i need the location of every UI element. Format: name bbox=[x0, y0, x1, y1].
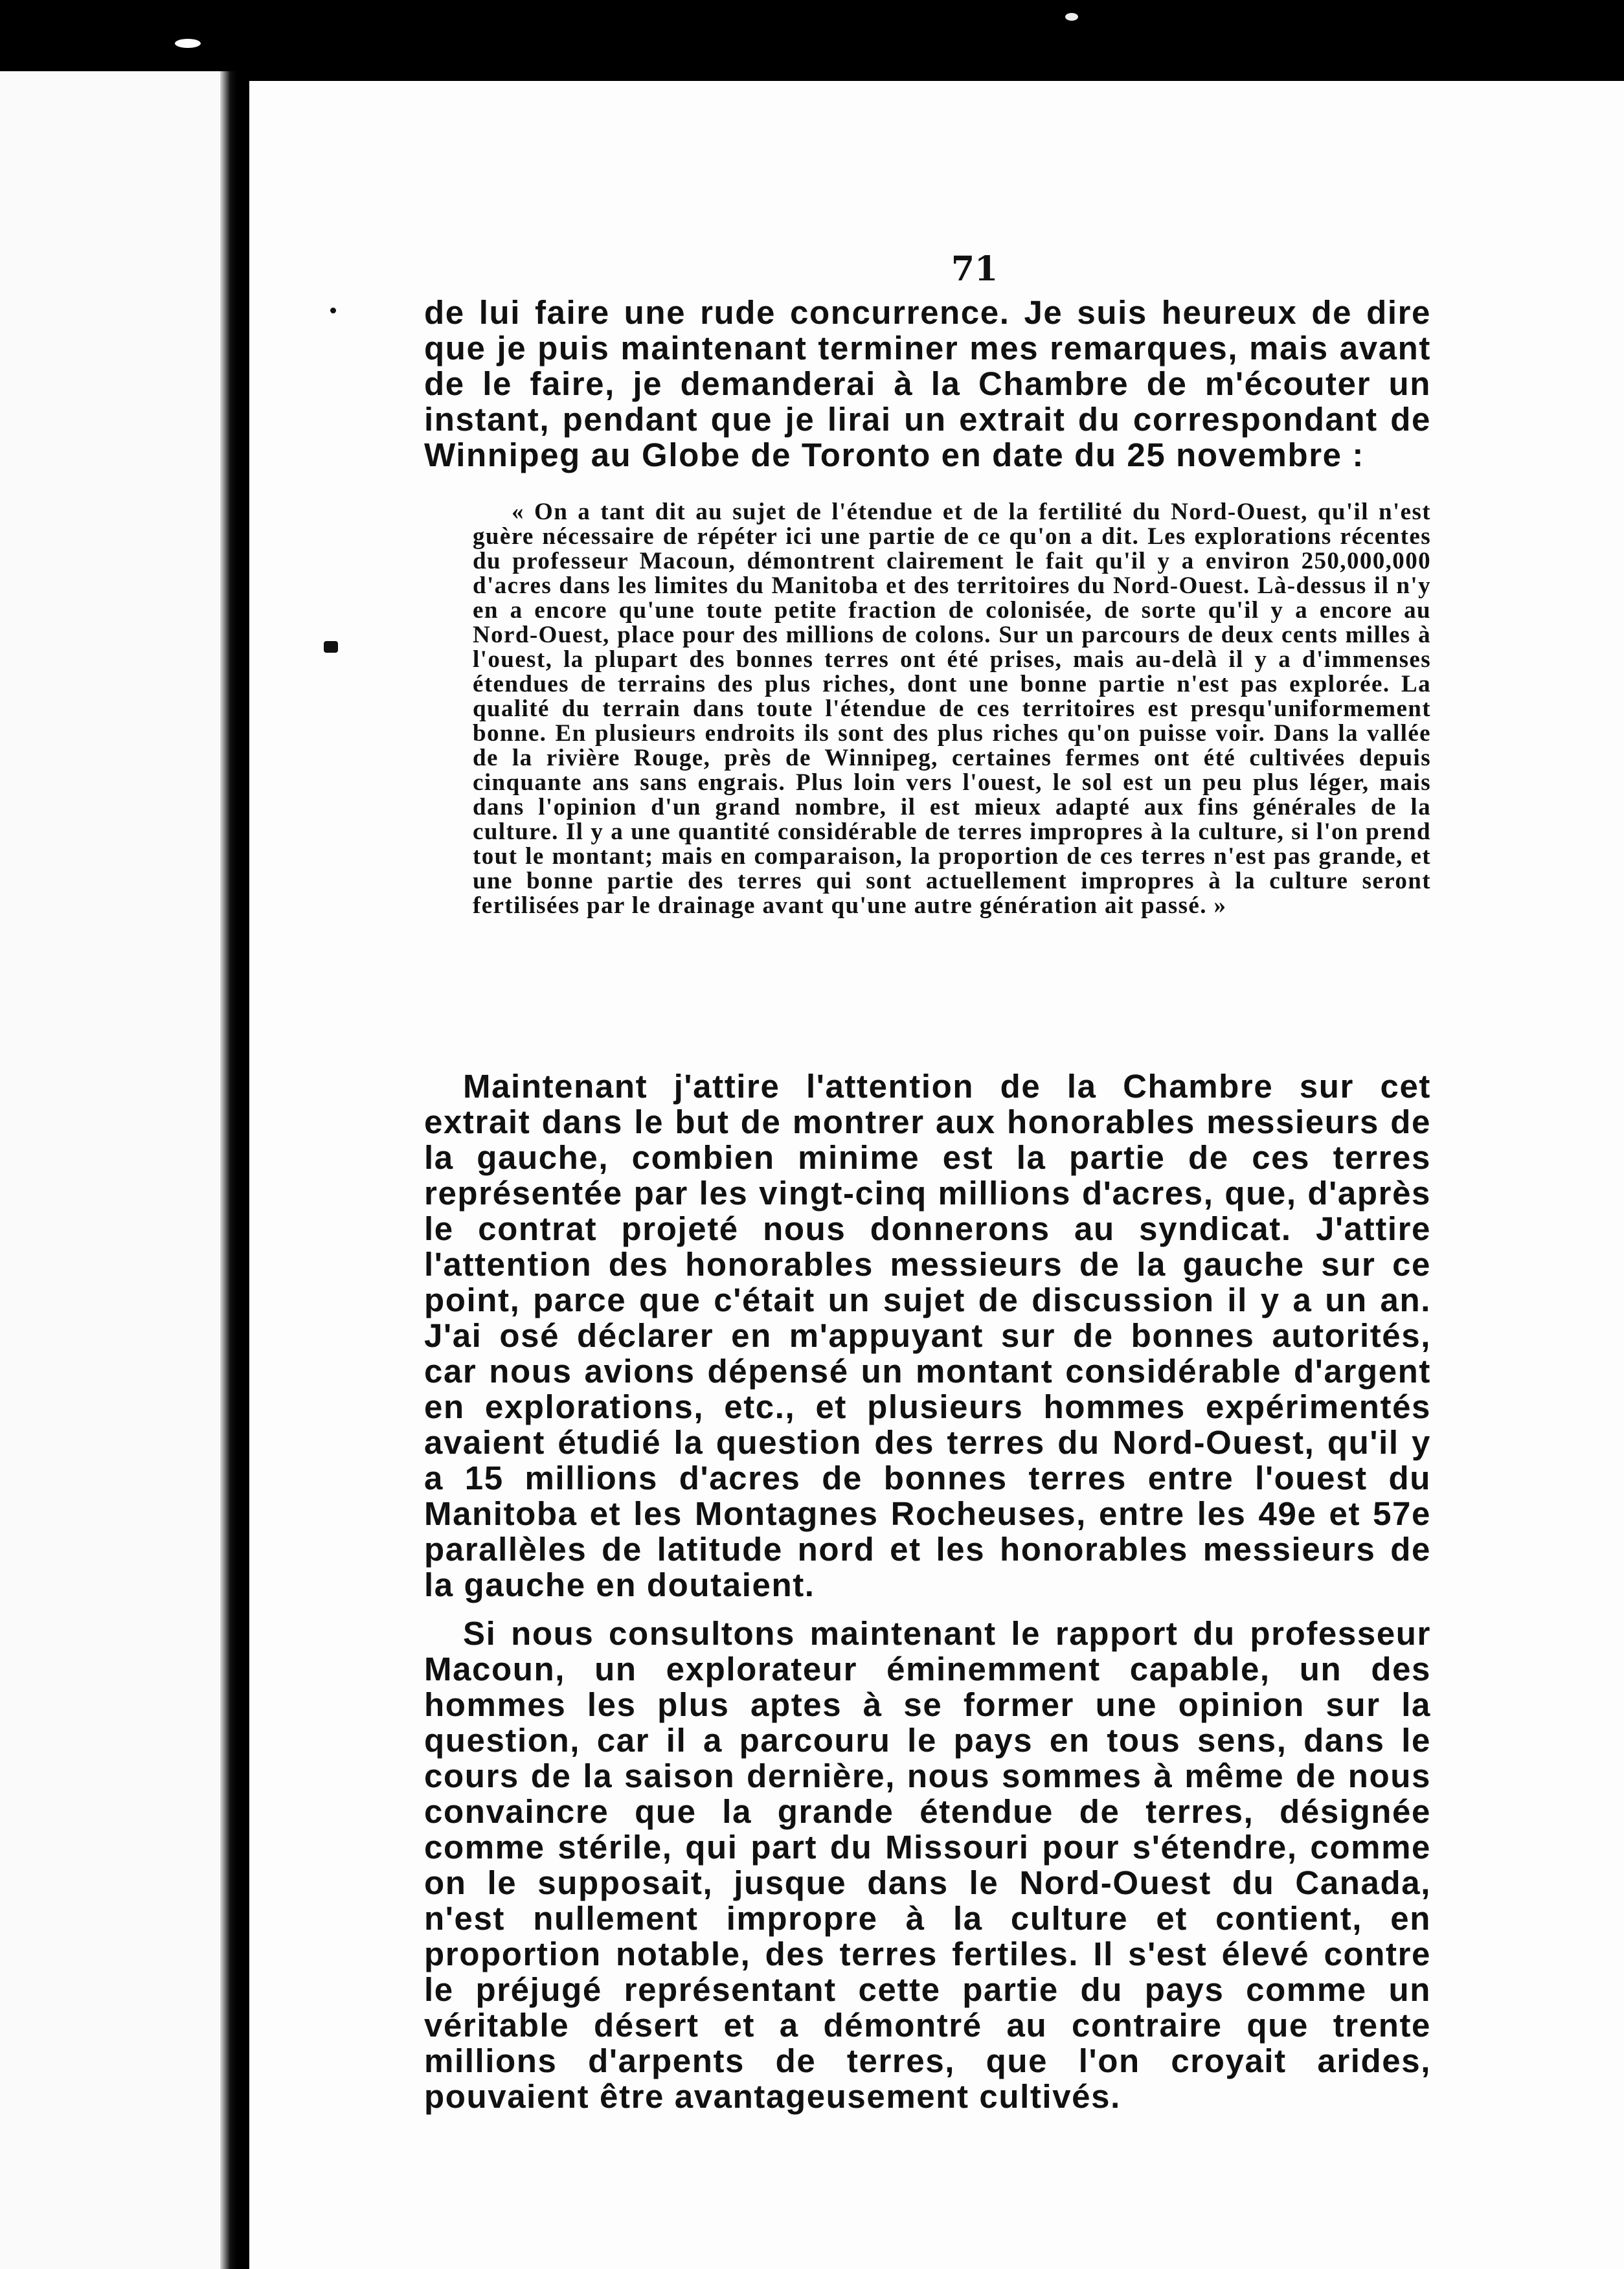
scan-speck bbox=[330, 308, 336, 313]
scan-speck bbox=[1065, 13, 1078, 21]
paragraph-3: Si nous consultons maintenant le rapport du professeur Macoun, un explorateur éminemment capable, un des hommes les plus aptes à se former une opinion sur la question, car il a parcouru le pays en tous sens, dans le cours de la saison dernière, nous sommes à même de nous convaincre que la grande étendue de terres, désignée comme stérile, qui part du Missouri pour s'étendre, comme on le supposait, jusque dans le Nord-Ouest du Canada, n'est nullement impropre à la culture et contient, en proportion notable, des terres fertiles. Il s'est élevé contre le préjugé représentant cette partie du pays comme un véritable désert et a démontré au contraire que trente millions d'arpents de terres, que l'on croyait arides, pouvaient être avantageusement cultivés. bbox=[424, 1615, 1431, 2115]
block-quote: « On a tant dit au sujet de l'étendue et de la fertilité du Nord-Ouest, qu'il n'est guère nécessaire de répéter ici une partie de ce qu'on a dit. Les explorations récentes du professeur Macoun, démontrent clairement le fait qu'il y a environ 250,000,000 d'acres dans les limites du Manitoba et des territoires du Nord-Ouest. Là-dessus il n'y en a encore qu'une toute petite fraction de colonisée, de sorte qu'il y a encore au Nord-Ouest, place pour des millions de colons. Sur un parcours de deux cents milles à l'ouest, la plupart des bonnes terres ont été prises, mais au-delà il y a d'immenses étendues de terrains des plus riches, dont une bonne partie n'est pas explorée. La qualité du terrain dans toute l'étendue de ces territoires est presqu'uniformement bonne. En plusieurs endroits ils sont des plus riches qu'on puisse voir. Dans la vallée de la rivière Rouge, près de Winnipeg, certaines fermes ont été cultivées depuis cinquante ans sans engrais. Plus loin vers l'ouest, le sol est un peu plus léger, mais dans l'opinion d'un grand nombre, il est mieux adapté aux fins générales de la culture. Il y a une quantité considérable de terres impropres à la culture, si l'on prend tout le montant; mais en comparaison, la proportion de ces terres n'est pas grande, et une bonne partie des terres qui sont actuellement impropres à la culture seront fertilisées par le drainage avant qu'une autre génération ait passé. » bbox=[473, 499, 1431, 919]
scan-speck bbox=[175, 39, 201, 48]
facing-page-strip bbox=[0, 71, 233, 2269]
book-gutter bbox=[220, 71, 237, 2269]
scan-speck bbox=[324, 641, 338, 653]
page-number: 71 bbox=[951, 249, 998, 289]
paragraph-2: Maintenant j'attire l'attention de la Chambre sur cet extrait dans le but de montrer aux honorables messieurs de la gauche, combien minime est la partie de ces terres représentée par les vingt-cinq millions d'acres, que, d'après le contrat projeté nous donnerons au syndicat. J'attire l'attention des honorables messieurs de la gauche sur ce point, parce que c'était un sujet de discussion il y a un an. J'ai osé déclarer en m'appuyant sur de bonnes autorités, car nous avions dépensé un montant considérable d'argent en explorations, etc., et plusieurs hommes expérimentés avaient étudié la question des terres du Nord-Ouest, qu'il y a 15 millions d'acres de bonnes terres entre l'ouest du Manitoba et les Montagnes Rocheuses, entre les 49e et 57e parallèles de latitude nord et les honorables messieurs de la gauche en doutaient. bbox=[424, 1068, 1431, 1603]
paragraph-1: de lui faire une rude concurrence. Je suis heureux de dire que je puis maintenant terminer mes remarques, mais avant de le faire, je demanderai à la Chambre de m'écouter un instant, pendant que je lirai un extrait du correspondant de Winnipeg au Globe de Toronto en date du 25 novembre : bbox=[424, 294, 1431, 473]
